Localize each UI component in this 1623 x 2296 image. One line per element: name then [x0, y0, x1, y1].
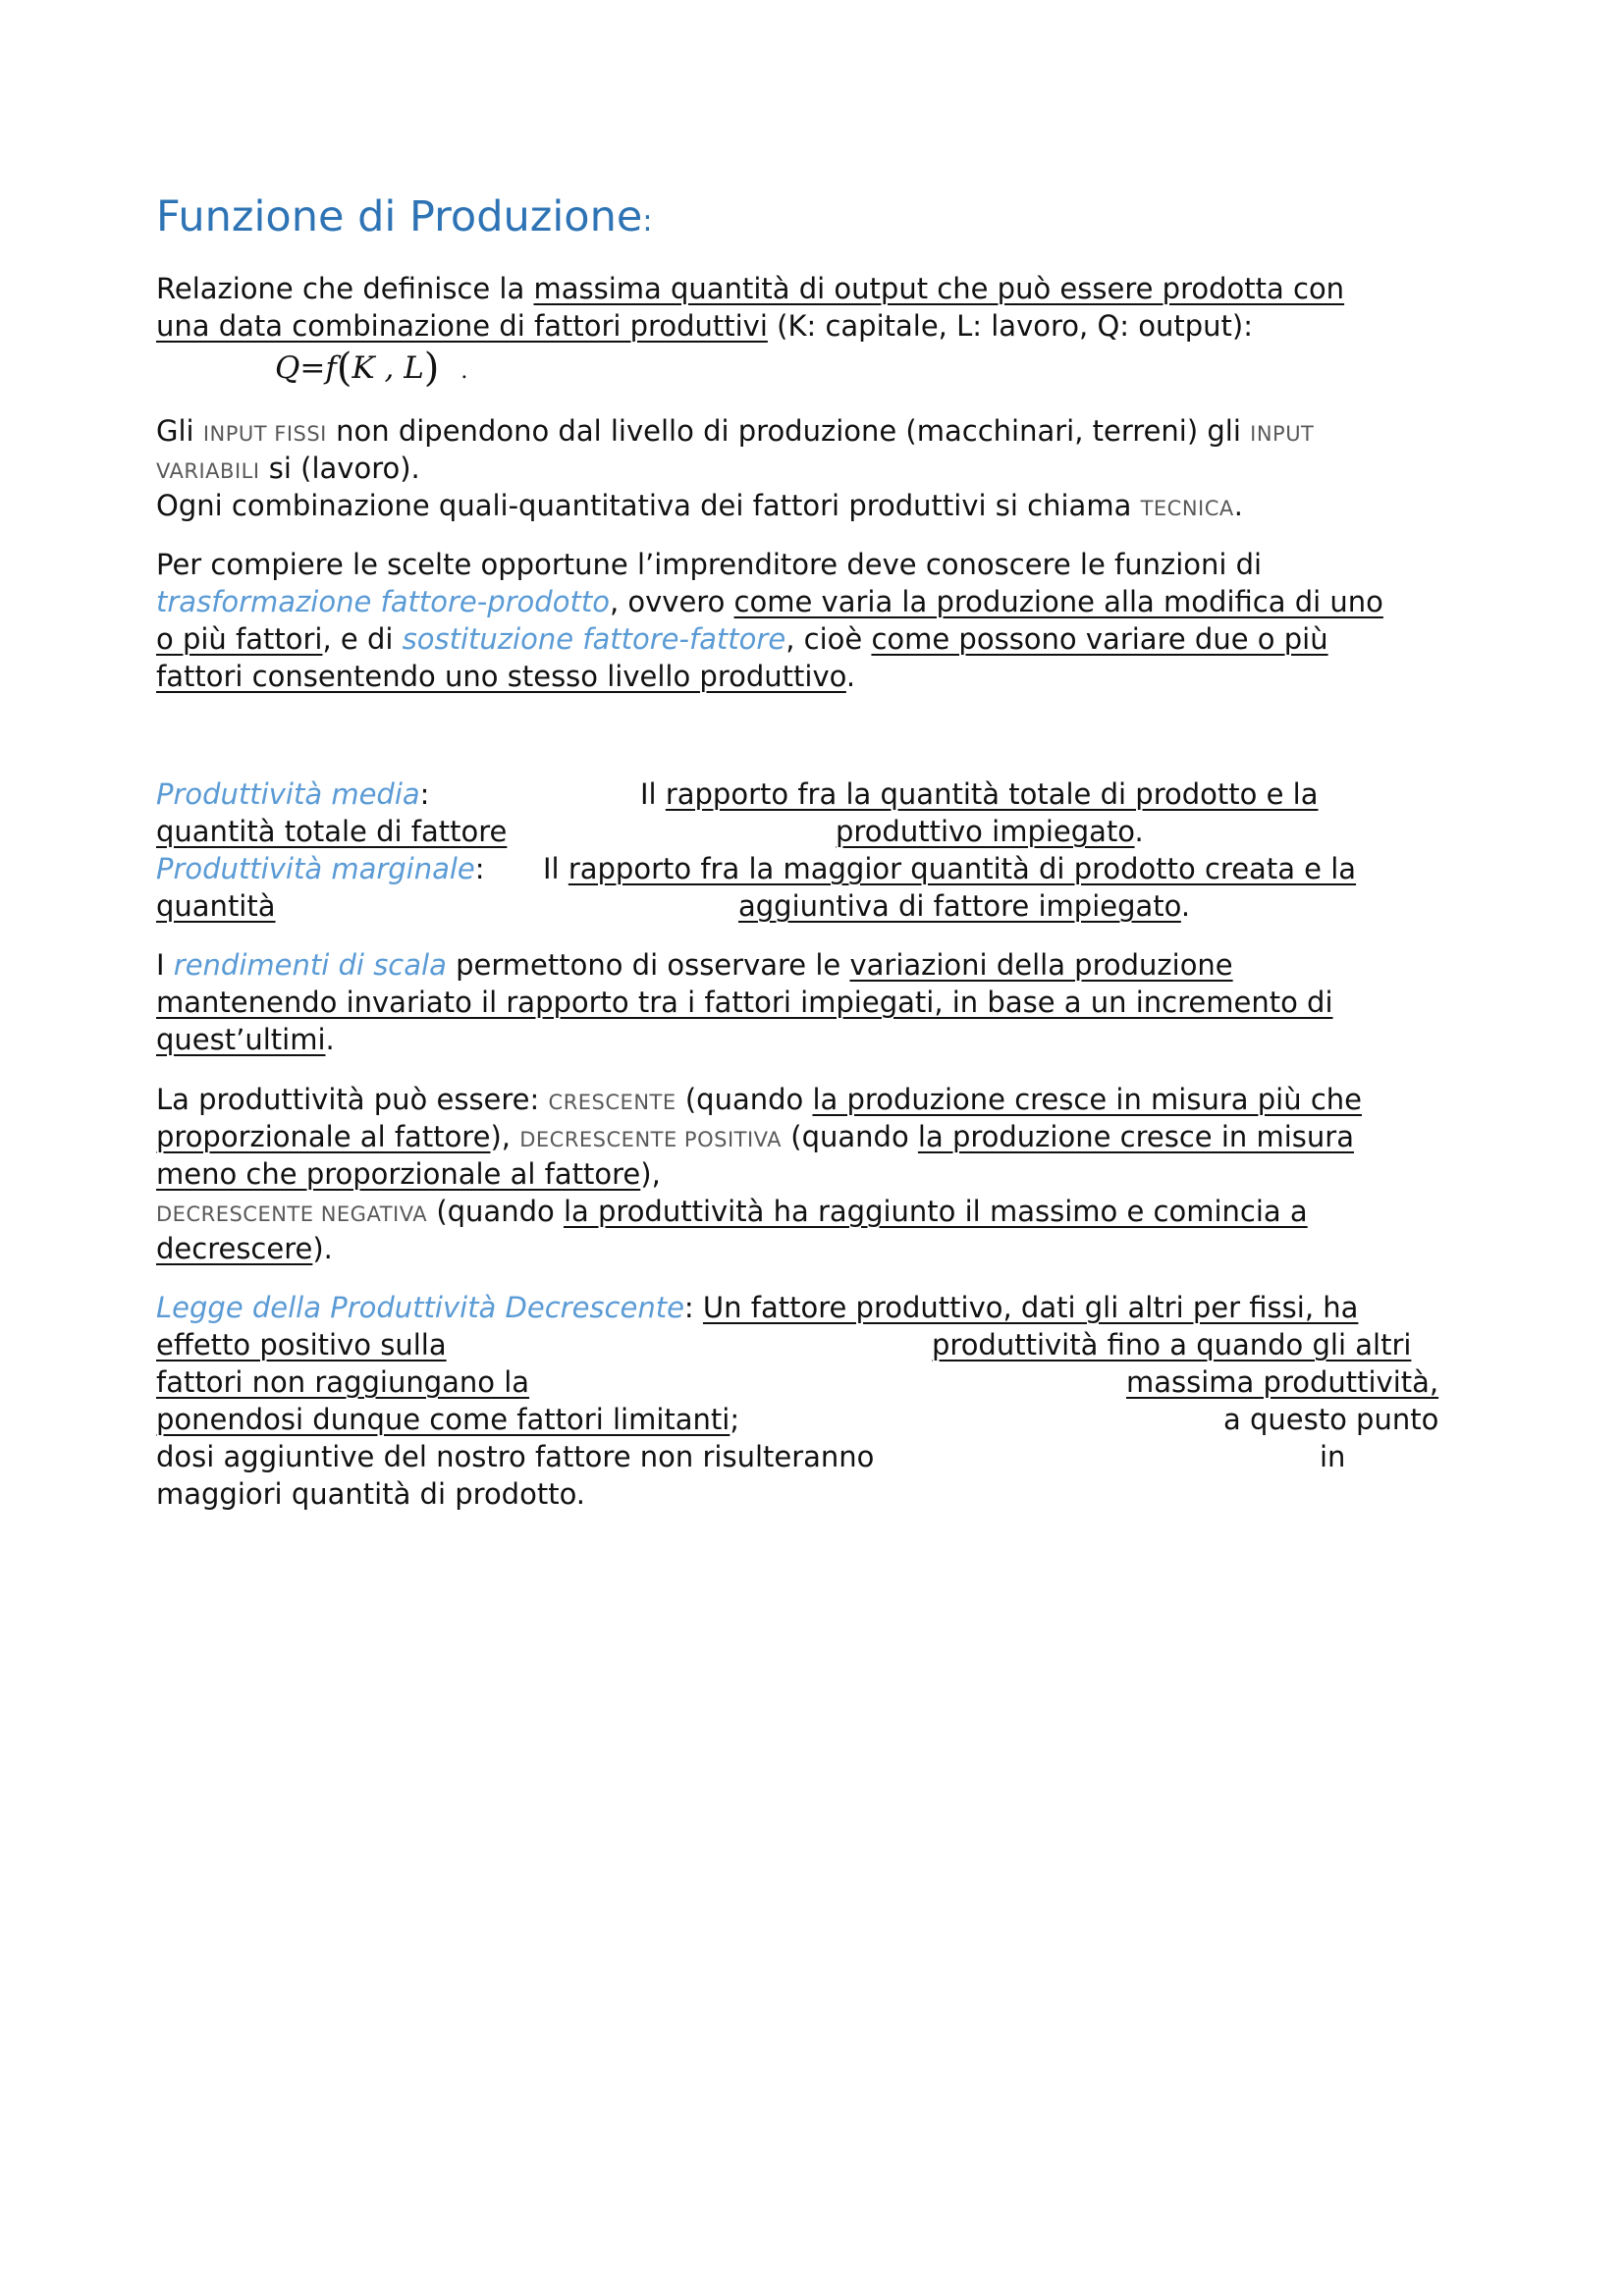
term-decrescente-positiva: DECRESCENTE POSITIVA	[519, 1128, 783, 1151]
tipi-text: ),	[490, 1120, 520, 1153]
marginale-line-2a	[156, 889, 276, 923]
tipi-text: ),	[640, 1157, 661, 1191]
legge-line-5a	[156, 1440, 874, 1473]
rendimenti-underlined: mantenendo invariato il rapporto tra i fattori impiegati, in base a un incremento di	[156, 986, 1333, 1019]
marginale-text: .	[1180, 889, 1191, 923]
title-colon: :	[642, 204, 653, 239]
formula-args: K , L	[352, 350, 424, 386]
legge-underlined: produttività fino a quando gli altri	[932, 1328, 1412, 1362]
colon: :	[529, 1083, 549, 1116]
choices-text: , e di	[322, 622, 403, 656]
legge-underlined: fattori non raggiungano la	[156, 1365, 530, 1399]
tipi-line-1	[156, 1083, 1362, 1116]
inputs-text: non dipendono dal livello di produzione (macchinari, terreni) gli	[326, 414, 1251, 448]
intro-underlined: massima quantità di output che può essere prodotta con	[533, 272, 1345, 305]
legge-text: maggiori quantità di prodotto.	[156, 1477, 586, 1511]
choices-underlined: come varia la produzione alla modifica di uno	[733, 585, 1383, 618]
marginale-line-1a	[156, 852, 485, 885]
legge-line-4b	[1223, 1403, 1438, 1436]
formula-close-paren: )	[423, 346, 440, 391]
rendimenti-underlined: variazioni della produzione	[849, 948, 1233, 982]
legge-line-6	[156, 1477, 585, 1511]
intro-line-1	[156, 272, 1344, 305]
choices-text: , cioè	[785, 622, 872, 656]
term-sostituzione: sostituzione fattore-fattore	[402, 622, 786, 656]
rendimenti-text: permettono di osservare le	[446, 948, 850, 982]
tipi-line-3	[156, 1157, 661, 1191]
choices-underlined: come possono variare due o più	[871, 622, 1328, 656]
choices-underlined: o più fattori	[156, 622, 323, 656]
legge-line-2a	[156, 1328, 447, 1362]
intro-text: Relazione che definisce la	[156, 272, 534, 305]
media-underlined: quantità totale di fattore	[156, 815, 508, 848]
tipi-underlined: la produttività ha raggiunto il massimo e comincia a	[563, 1195, 1308, 1228]
choices-text: Per compiere le scelte opportune l’imprenditore deve conoscere le funzioni di	[156, 548, 1263, 581]
legge-underlined: Un fattore produttivo, dati gli altri per fissi, ha	[702, 1291, 1359, 1324]
input-variabili-term: VARIABILI	[156, 459, 260, 483]
input-variabili-term: INPUT	[1250, 422, 1315, 446]
colon: :	[474, 852, 485, 885]
choices-text: , ovvero	[609, 585, 734, 618]
legge-underlined: effetto positivo sulla	[156, 1328, 447, 1362]
media-text: Il	[640, 777, 666, 811]
inputs-text: Ogni combinazione quali-quantitativa dei fattori produttivi si chiama	[156, 489, 1141, 522]
marginale-line-2b	[738, 889, 1190, 923]
term-decrescente-negativa: DECRESCENTE NEGATIVA	[156, 1202, 428, 1226]
tecnica-term: TECNICA	[1140, 497, 1234, 520]
legge-text: dosi aggiuntive del nostro fattore non risulteranno	[156, 1440, 875, 1473]
legge-line-3a	[156, 1365, 529, 1399]
colon: :	[683, 1291, 703, 1324]
rendimenti-line-3	[156, 1023, 335, 1056]
page-title	[156, 192, 652, 241]
tipi-underlined: proporzionale al fattore	[156, 1120, 491, 1153]
rendimenti-line-1	[156, 948, 1233, 982]
input-fissi-term: INPUT FISSI	[202, 422, 327, 446]
term-produttivita-marginale: Produttività marginale	[156, 852, 475, 885]
media-underlined: rapporto fra la quantità totale di prodotto e la	[665, 777, 1319, 811]
marginale-underlined: aggiuntiva di fattore impiegato	[738, 889, 1181, 923]
choices-line-2	[156, 585, 1383, 618]
legge-text: a questo punto	[1223, 1403, 1439, 1436]
choices-line-3	[156, 622, 1328, 656]
media-line-2b	[836, 815, 1144, 848]
inputs-line-1	[156, 414, 1314, 448]
inputs-text: Gli	[156, 414, 203, 448]
marginale-line-1b	[543, 852, 1356, 885]
legge-line-1	[156, 1291, 1358, 1324]
term-rendimenti-di-scala: rendimenti di scala	[173, 948, 447, 982]
term-legge-produttivita-decrescente: Legge della Produttività Decrescente	[156, 1291, 684, 1324]
choices-line-4	[156, 660, 855, 693]
intro-line-2	[156, 309, 1253, 343]
legge-line-4a	[156, 1403, 739, 1436]
legge-line-3b	[1126, 1365, 1438, 1399]
legge-line-5b	[1320, 1440, 1345, 1473]
legge-text: ;	[730, 1403, 740, 1436]
marginale-underlined: quantità	[156, 889, 276, 923]
rendimenti-text: .	[325, 1023, 335, 1056]
inputs-line-2	[156, 452, 420, 485]
tipi-text: ).	[312, 1232, 333, 1265]
marginale-underlined: rapporto fra la maggior quantità di prodotto creata e la	[568, 852, 1357, 885]
media-line-1b	[640, 777, 1318, 811]
media-line-1a	[156, 777, 429, 811]
intro-text: (K: capitale, L: lavoro, Q: output):	[767, 309, 1253, 343]
marginale-text: Il	[543, 852, 568, 885]
choices-text: .	[845, 660, 856, 693]
term-trasformazione: trasformazione fattore-prodotto	[156, 585, 610, 618]
media-underlined: produttivo impiegato	[836, 815, 1135, 848]
formula-lhs: Q=f	[275, 350, 337, 386]
tipi-line-4	[156, 1195, 1308, 1228]
inputs-text: si (lavoro).	[259, 452, 420, 485]
title-text: Funzione di Produzione	[156, 192, 643, 241]
production-formula	[275, 346, 467, 391]
tipi-text: La produttività può essere	[156, 1083, 530, 1116]
intro-underlined: una data combinazione di fattori produttivi	[156, 309, 768, 343]
choices-underlined: fattori consentendo uno stesso livello produttivo	[156, 660, 846, 693]
term-produttivita-media: Produttività media	[156, 777, 420, 811]
tipi-underlined: decrescere	[156, 1232, 313, 1265]
tipi-text: (quando	[427, 1195, 564, 1228]
colon: :	[419, 777, 430, 811]
tipi-line-5	[156, 1232, 333, 1265]
legge-underlined: massima produttività,	[1126, 1365, 1439, 1399]
media-line-2a	[156, 815, 507, 848]
rendimenti-text: I	[156, 948, 174, 982]
legge-text: in	[1320, 1440, 1346, 1473]
tipi-text: (quando	[782, 1120, 918, 1153]
legge-underlined: ponendosi dunque come fattori limitanti	[156, 1403, 730, 1436]
legge-line-2b	[932, 1328, 1411, 1362]
rendimenti-underlined: quest’ultimi	[156, 1023, 326, 1056]
tipi-underlined: la produzione cresce in misura più che	[812, 1083, 1362, 1116]
tipi-line-2	[156, 1120, 1354, 1153]
formula-open-paren: (	[336, 346, 352, 391]
term-crescente: CRESCENTE	[548, 1091, 676, 1114]
rendimenti-line-2	[156, 986, 1333, 1019]
media-text: .	[1134, 815, 1144, 848]
tipi-underlined: meno che proporzionale al fattore	[156, 1157, 641, 1191]
formula-dot: .	[460, 359, 468, 384]
tipi-underlined: la produzione cresce in misura	[917, 1120, 1354, 1153]
tipi-text: (quando	[676, 1083, 813, 1116]
choices-line-1	[156, 548, 1262, 581]
inputs-line-3	[156, 489, 1243, 522]
inputs-text: .	[1233, 489, 1243, 522]
